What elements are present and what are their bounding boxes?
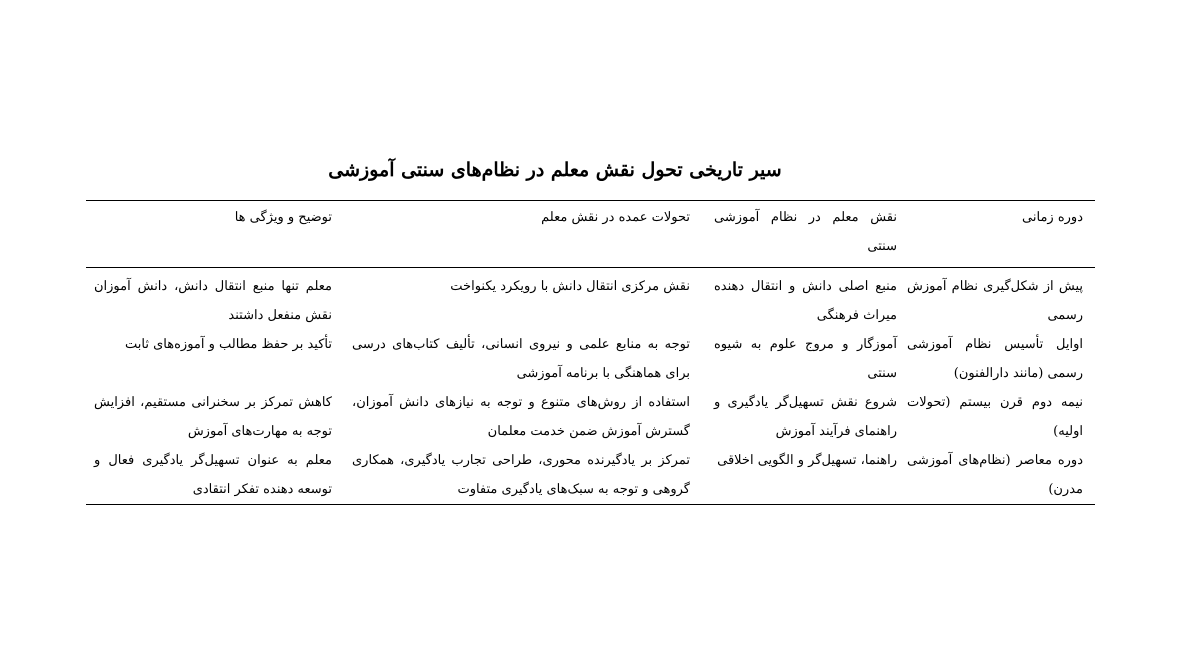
table-header-row <box>86 201 1095 268</box>
cell-description: تأکید بر حفظ مطالب و آموزه‌های ثابت <box>125 337 332 352</box>
page-title: سیر تاریخی تحول نقش معلم در نظام‌های سنتی آموزشی <box>328 159 782 181</box>
table-row <box>86 388 1095 446</box>
cell-major-changes: تمرکز بر یادگیرنده محوری، طراحی تجارب یادگیری، همکاری گروهی و توجه به سبک‌های یادگیری متفاوت <box>352 453 690 497</box>
cell-description: کاهش تمرکز بر سخنرانی مستقیم، افزایش توجه به مهارت‌های آموزش <box>94 395 332 439</box>
table-row <box>86 268 1095 331</box>
cell-teacher-role: راهنما، تسهیل‌گر و الگویی اخلاقی <box>717 453 897 468</box>
cell-teacher-role: شروع نقش تسهیل‌گر یادگیری و راهنمای فرآیند آموزش <box>714 395 897 439</box>
cell-major-changes: نقش مرکزی انتقال دانش با رویکرد یکنواخت <box>450 279 690 294</box>
header-period: دوره زمانی <box>1022 210 1083 225</box>
header-description: توضیح و ویژگی ها <box>234 210 332 225</box>
cell-description: معلم به عنوان تسهیل‌گر یادگیری فعال و توسعه دهنده تفکر انتقادی <box>94 453 332 497</box>
header-major-changes: تحولات عمده در نقش معلم <box>541 210 690 225</box>
cell-period: دوره معاصر (نظام‌های آموزشی مدرن) <box>907 453 1083 497</box>
cell-period: نیمه دوم قرن بیستم (تحولات اولیه) <box>907 395 1083 439</box>
header-teacher-role: نقش معلم در نظام آموزشی سنتی <box>714 210 897 254</box>
cell-description: معلم تنها منبع انتقال دانش، دانش آموزان نقش منفعل داشتند <box>94 279 332 323</box>
table-row <box>86 446 1095 505</box>
cell-major-changes: توجه به منابع علمی و نیروی انسانی، تألیف کتاب‌های درسی برای هماهنگی با برنامه آموزشی <box>352 337 690 381</box>
cell-major-changes: استفاده از روش‌های متنوع و توجه به نیازهای دانش آموزان، گسترش آموزش ضمن خدمت معلمان <box>352 395 690 439</box>
cell-teacher-role: آموزگار و مروج علوم به شیوه سنتی <box>714 337 897 381</box>
table-row <box>86 330 1095 388</box>
table-container <box>86 200 1094 505</box>
cell-period: اوایل تأسیس نظام آموزشی رسمی (مانند دارالفنون) <box>907 337 1083 381</box>
cell-teacher-role: منبع اصلی دانش و انتقال دهنده میراث فرهنگی <box>714 279 897 323</box>
history-table <box>86 200 1095 505</box>
cell-period: پیش از شکل‌گیری نظام آموزش رسمی <box>907 279 1083 323</box>
